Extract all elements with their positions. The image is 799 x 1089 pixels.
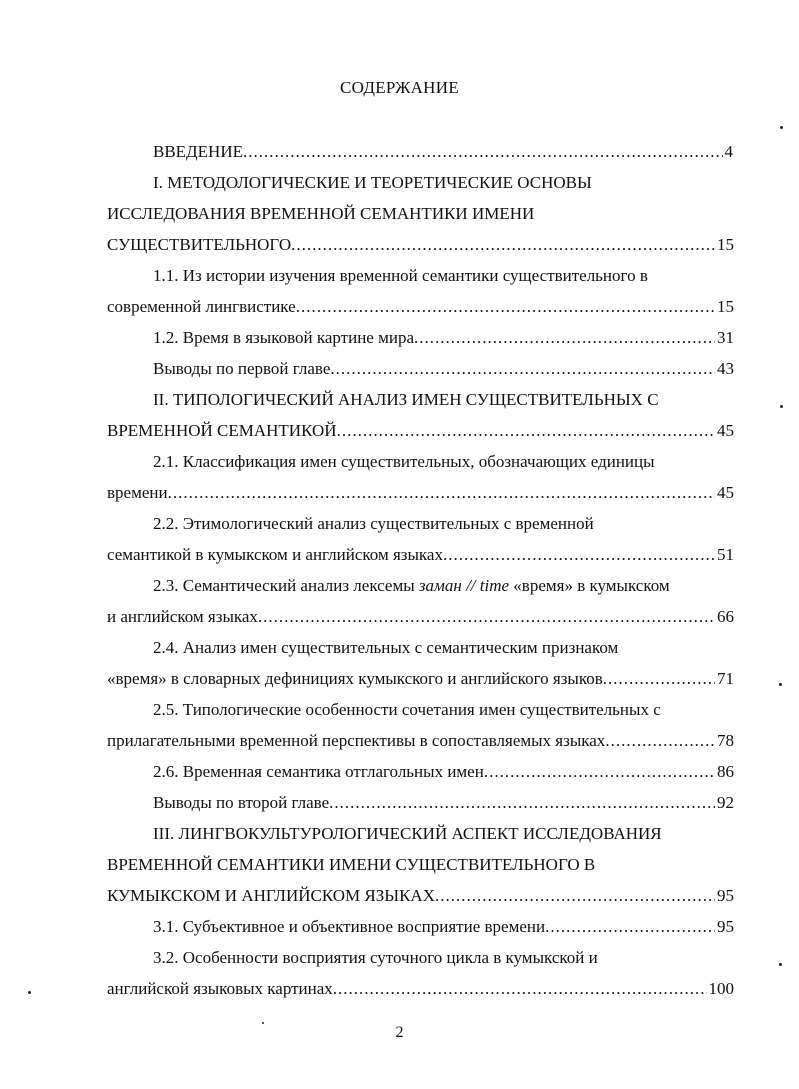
toc-entry-text: 2.6. Временная семантика отглагольных имен [153, 762, 484, 781]
scan-speck [780, 126, 783, 129]
toc-page-number: 45 [717, 421, 734, 440]
toc-leader-dots [296, 294, 715, 320]
toc-section-heading[interactable]: 2.1. Классификация имен существительных, обозначающих единицы [153, 452, 655, 471]
toc-page-number: 95 [717, 917, 734, 936]
scan-speck [779, 963, 782, 966]
toc-entry-conclusions-2[interactable] [153, 790, 734, 816]
toc-page-number: 95 [717, 886, 734, 905]
toc-page-number: 78 [717, 731, 734, 750]
toc-entry-2-3[interactable] [107, 604, 734, 630]
scan-speck [28, 991, 31, 994]
toc-leader-dots [605, 728, 715, 754]
toc-entry-introduction[interactable] [153, 139, 733, 165]
toc-page-number: 15 [717, 297, 734, 316]
toc-section-heading[interactable]: 2.2. Этимологический анализ существительных с временной [153, 514, 594, 533]
toc-entry-text: ВРЕМЕННОЙ СЕМАНТИКОЙ [107, 421, 337, 440]
toc-page-number: 92 [717, 793, 734, 812]
toc-chapter-heading-continued: ВРЕМЕННОЙ СЕМАНТИКИ ИМЕНИ СУЩЕСТВИТЕЛЬНОГО В [107, 855, 596, 874]
toc-page-number: 51 [717, 545, 734, 564]
toc-section-heading[interactable]: 1.1. Из истории изучения временной семантики существительного в [153, 266, 648, 285]
toc-leader-dots [168, 480, 715, 506]
toc-entry-conclusions-1[interactable] [153, 356, 734, 382]
toc-leader-dots [435, 883, 715, 909]
toc-entry-text: СУЩЕСТВИТЕЛЬНОГО [107, 235, 292, 254]
toc-entry-chapter-1[interactable] [107, 232, 734, 258]
toc-page-number: 31 [717, 328, 734, 347]
toc-entry-text: семантикой в кумыкском и английском языках [107, 545, 443, 564]
toc-leader-dots [330, 356, 715, 382]
toc-page-number: 15 [717, 235, 734, 254]
toc-entry-text: 2.3. Семантический анализ лексемы [153, 576, 419, 595]
toc-entry-text: Выводы по первой главе [153, 359, 331, 378]
toc-chapter-heading[interactable]: III. ЛИНГВОКУЛЬТУРОЛОГИЧЕСКИЙ АСПЕКТ ИССЛЕДОВАНИЯ [153, 824, 662, 843]
page-title: СОДЕРЖАНИЕ [339, 78, 460, 97]
toc-entry-text: «время» в кумыкском [509, 576, 670, 595]
toc-entry-text: Выводы по второй главе [153, 793, 330, 812]
toc-entry-text: ВВЕДЕНИЕ [153, 142, 243, 161]
toc-section-heading[interactable]: 2.4. Анализ имен существительных с семантическим признаком [153, 638, 619, 657]
toc-chapter-heading-continued: ИССЛЕДОВАНИЯ ВРЕМЕННОЙ СЕМАНТИКИ ИМЕНИ [107, 204, 535, 223]
toc-page-number: 66 [717, 607, 734, 626]
toc-leader-dots [414, 325, 715, 351]
toc-section-heading[interactable]: 2.5. Типологические особенности сочетания имен существительных с [153, 700, 661, 719]
toc-entry-text: 3.1. Субъективное и объективное восприятие времени [153, 917, 546, 936]
toc-section-heading[interactable]: 3.2. Особенности восприятия суточного цикла в кумыкской и [153, 948, 598, 967]
toc-page-number: 43 [717, 359, 734, 378]
toc-leader-dots [329, 790, 715, 816]
toc-entry-chapter-2[interactable] [107, 418, 734, 444]
toc-entry-2-6[interactable] [153, 759, 734, 785]
toc-entry-2-1[interactable] [107, 480, 734, 506]
toc-page-number: 45 [717, 483, 734, 502]
page-number: 2 [395, 1024, 404, 1041]
toc-leader-dots [545, 914, 715, 940]
toc-entry-text: и английском языках [107, 607, 258, 626]
toc-entry-text: английской языковых картинах [107, 979, 333, 998]
toc-leader-dots [291, 232, 715, 258]
toc-entry-italic-term: заман // time [418, 576, 510, 595]
toc-entry-1-1[interactable] [107, 294, 734, 320]
scan-speck [779, 683, 782, 686]
toc-leader-dots [443, 542, 715, 568]
toc-entry-3-1[interactable] [153, 914, 734, 940]
toc-leader-dots [484, 759, 715, 785]
toc-entry-3-2[interactable] [107, 976, 734, 1002]
toc-leader-dots [243, 139, 723, 165]
toc-chapter-heading[interactable]: II. ТИПОЛОГИЧЕСКИЙ АНАЛИЗ ИМЕН СУЩЕСТВИТЕЛЬНЫХ С [153, 390, 659, 409]
toc-entry-text: КУМЫКСКОМ И АНГЛИЙСКОМ ЯЗЫКАХ [107, 886, 435, 905]
toc-leader-dots [258, 604, 715, 630]
toc-entry-chapter-3[interactable] [107, 883, 734, 909]
toc-chapter-heading[interactable]: I. МЕТОДОЛОГИЧЕСКИЕ И ТЕОРЕТИЧЕСКИЕ ОСНОВЫ [153, 173, 592, 192]
toc-page-number: 100 [708, 979, 734, 998]
toc-entry-text: 1.2. Время в языковой картине мира [153, 328, 414, 347]
toc-page-number: 71 [717, 669, 734, 688]
toc-entry-2-2[interactable] [107, 542, 734, 568]
toc-section-heading[interactable] [153, 573, 670, 599]
toc-entry-text: «время» в словарных дефинициях кумыкского и английского языков [107, 669, 603, 688]
toc-page-number: 86 [717, 762, 734, 781]
toc-entry-2-5[interactable] [107, 728, 734, 754]
toc-leader-dots [333, 976, 707, 1002]
toc-leader-dots [603, 666, 715, 692]
toc-entry-2-4[interactable] [107, 666, 734, 692]
toc-leader-dots [337, 418, 715, 444]
toc-entry-text: прилагательными временной перспективы в сопоставляемых языках [107, 731, 606, 750]
toc-entry-text: современной лингвистике [107, 297, 296, 316]
scan-speck [780, 405, 783, 408]
toc-entry-1-2[interactable] [153, 325, 734, 351]
toc-entry-text: времени [107, 483, 168, 502]
toc-page-number: 4 [724, 142, 733, 161]
